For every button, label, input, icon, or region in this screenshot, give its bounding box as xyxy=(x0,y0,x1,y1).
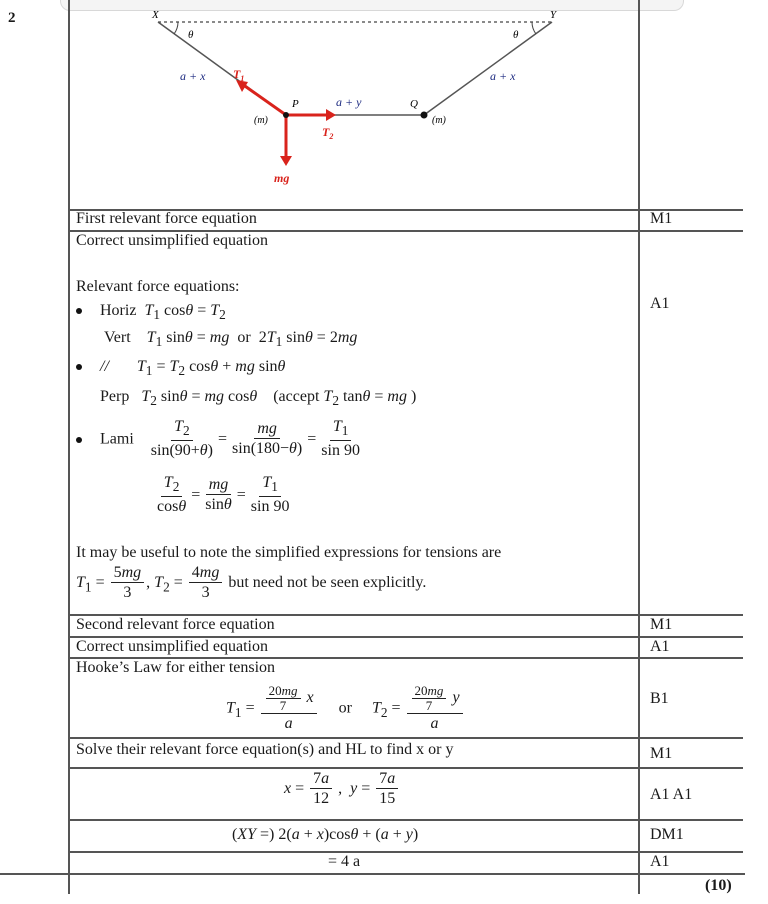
label-theta-left: θ xyxy=(188,29,194,41)
label-t2: $T_2$ xyxy=(322,125,334,141)
relevant-heading: Relevant force equations: xyxy=(76,278,240,295)
total-marks: (10) xyxy=(705,877,732,894)
mark-b1: B1 xyxy=(650,690,669,707)
mark-a1-a1: A1 A1 xyxy=(650,786,693,803)
bullet xyxy=(76,308,82,314)
mark-column-border xyxy=(638,0,640,894)
mark-a1-second: A1 xyxy=(650,638,670,655)
tension-t2-arrowhead xyxy=(326,109,336,121)
eq-hooke: $T_1$ = $\frac{20mg}{7}$ x a or $T_2$ = $\frac{20mg}{7}$ y a xyxy=(226,684,465,734)
row-text-solve: Solve their relevant force equation(s) and HL to find x or y xyxy=(76,741,454,758)
note-line-2: $T_1$ = $\frac{5mg}{3}$ , $T_2$ = $\frac{4mg}{3}$ but need not be seen explicitly. xyxy=(76,564,427,601)
row-text-second-force: Second relevant force equation xyxy=(76,616,275,633)
particle-p xyxy=(283,112,289,118)
label-mass-q: (m) xyxy=(432,115,446,126)
label-y: Y xyxy=(550,9,557,21)
label-weight: mg xyxy=(274,171,290,185)
particle-q xyxy=(421,112,428,119)
tension-t1-arrow xyxy=(242,84,286,115)
mark-a1-first: A1 xyxy=(650,295,670,312)
label-theta-right: θ xyxy=(513,29,519,41)
eq-final-value: = 4 a xyxy=(328,853,361,870)
force-diagram xyxy=(70,0,630,200)
right-angle-arc xyxy=(532,22,536,34)
right-string xyxy=(424,22,552,115)
row-line xyxy=(68,737,743,739)
eq-perp: Perp $T_2$ sinθ = mg cosθ (accept $T_2$ tanθ = mg ) xyxy=(100,388,417,409)
label-middle-length: a + y xyxy=(336,95,362,109)
label-t1: $T_1$ xyxy=(233,67,245,83)
question-number: 2 xyxy=(8,10,16,26)
mark-m1-first: M1 xyxy=(650,210,673,227)
eq-solution-xy: x = $\frac{7a}{12}$ , y = $\frac{7a}{15}$ xyxy=(284,770,400,809)
eq-lami: Lami $\frac{T_2}{\sin(90+\theta)}$ = $\frac{mg}{\sin(180-\theta)}$ = $\frac{T_1}{\sin 90}$ xyxy=(76,418,365,461)
mark-m1-second: M1 xyxy=(650,616,673,633)
row-line xyxy=(68,851,743,853)
row-line xyxy=(68,819,743,821)
row-text-correct-unsimplified: Correct unsimplified equation xyxy=(76,232,268,249)
weight-arrowhead xyxy=(280,156,292,166)
bullet xyxy=(76,437,82,443)
note-line-1: It may be useful to note the simplified expressions for tensions are xyxy=(76,544,502,561)
row-text-correct-unsimplified-2: Correct unsimplified equation xyxy=(76,638,268,655)
eq-lami-simplified: $\frac{T_2}{\cos\theta}$ = $\frac{mg}{\sin\theta}$ = $\frac{T_1}{\sin 90}$ xyxy=(157,474,290,516)
label-q: Q xyxy=(410,98,418,110)
label-right-length: a + x xyxy=(490,69,516,83)
mark-m1-solve: M1 xyxy=(650,745,673,762)
bullet xyxy=(76,364,82,370)
eq-vert: Vert $T_1$ sinθ = mg or $2T_1$ sinθ = 2mg xyxy=(104,329,358,350)
row-text-first-force: First relevant force equation xyxy=(76,210,257,227)
eq-xy-length: (XY =) 2(a + x)cosθ + (a + y) xyxy=(232,826,419,843)
mark-a1-final: A1 xyxy=(650,853,670,870)
label-p: P xyxy=(292,98,299,110)
label-left-length: a + x xyxy=(180,69,206,83)
mark-dm1: DM1 xyxy=(650,826,684,843)
row-line xyxy=(68,767,743,769)
row-text-hookes-law: Hooke’s Law for either tension xyxy=(76,659,276,676)
left-angle-arc xyxy=(174,22,178,34)
label-mass-p: (m) xyxy=(254,115,268,126)
eq-horiz: Horiz $T_1$ $\cos\theta = T_2$ xyxy=(76,302,226,323)
table-bottom-border xyxy=(0,873,745,875)
eq-parallel: // $T_1 = T_2$ cosθ + mg sinθ xyxy=(76,358,285,379)
label-x: X xyxy=(152,9,159,21)
